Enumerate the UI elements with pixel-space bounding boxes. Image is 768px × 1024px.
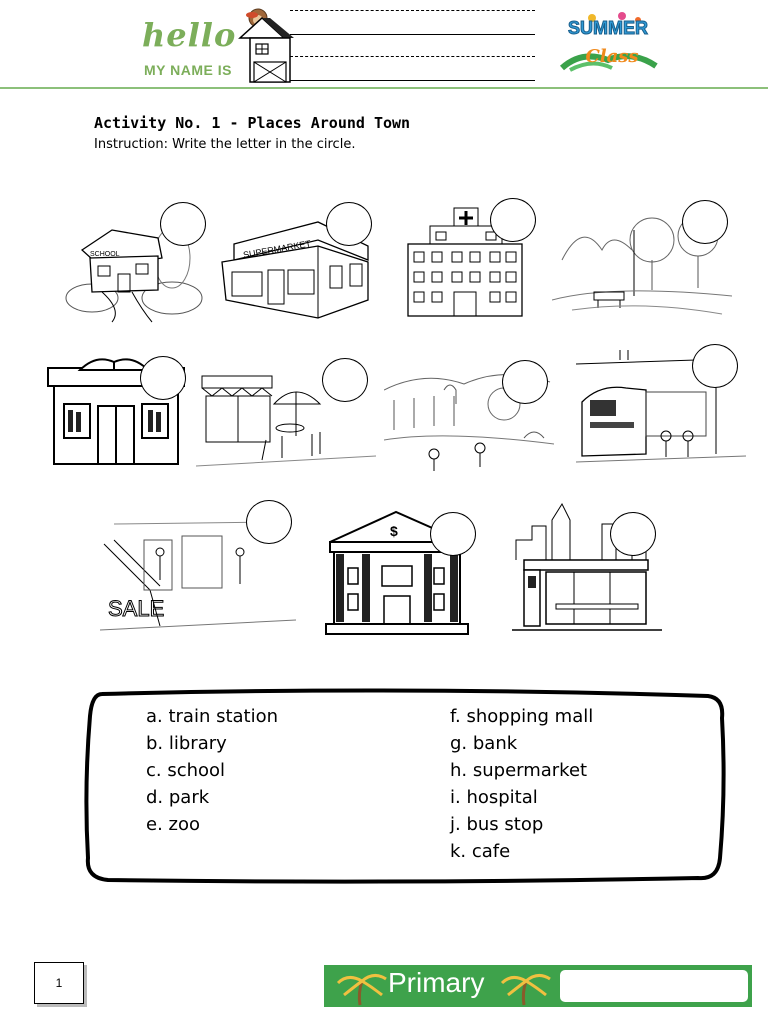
my-name-is-text: MY NAME IS bbox=[144, 62, 232, 78]
answer-circle-school[interactable] bbox=[160, 202, 206, 246]
answer-circle-park[interactable] bbox=[682, 200, 728, 244]
zoo-picture bbox=[384, 360, 554, 476]
answer-circle-cafe[interactable] bbox=[322, 358, 368, 402]
header-divider bbox=[0, 87, 768, 89]
banner-blank-field[interactable] bbox=[560, 970, 748, 1002]
sale-sign: SALE bbox=[108, 596, 165, 621]
choices-box bbox=[84, 688, 726, 886]
choice-i: i. hospital bbox=[450, 787, 538, 808]
answer-circle-train-station[interactable] bbox=[692, 344, 738, 388]
answer-circle-zoo[interactable] bbox=[502, 360, 548, 404]
shopping-mall-picture bbox=[100, 500, 296, 634]
summer-class-logo bbox=[552, 10, 664, 78]
hello-my-name-is-badge bbox=[142, 12, 237, 84]
class-text: Class bbox=[585, 46, 639, 67]
answer-circle-library[interactable] bbox=[140, 356, 186, 400]
bank-dollar-sign: $ bbox=[390, 523, 398, 539]
choice-j: j. bus stop bbox=[450, 814, 544, 835]
primary-banner bbox=[324, 965, 752, 1007]
school-picture bbox=[62, 198, 212, 324]
choice-b: b. library bbox=[146, 733, 227, 754]
bus-stop-picture bbox=[512, 500, 662, 640]
summer-text: SUMMER bbox=[568, 18, 648, 38]
svg-text:SUPERMARKET: SUPERMARKET bbox=[242, 238, 312, 261]
answer-circle-bank[interactable] bbox=[430, 512, 476, 556]
bank-picture bbox=[320, 504, 480, 638]
choice-k: k. cafe bbox=[450, 841, 511, 862]
activity-title: Activity No. 1 - Places Around Town bbox=[94, 114, 411, 132]
instruction-text: Instruction: Write the letter in the circle. bbox=[94, 137, 356, 152]
choice-a: a. train station bbox=[146, 706, 279, 727]
primary-label: Primary bbox=[388, 967, 485, 998]
choice-f: f. shopping mall bbox=[450, 706, 594, 727]
train-station-picture bbox=[576, 344, 746, 468]
choice-e: e. zoo bbox=[146, 814, 200, 835]
hello-text: hello bbox=[142, 16, 237, 54]
house-icon bbox=[236, 4, 296, 84]
answer-circle-bus-stop[interactable] bbox=[610, 512, 656, 556]
choice-c: c. school bbox=[146, 760, 226, 781]
choice-d: d. park bbox=[146, 787, 210, 808]
answer-circle-shopping-mall[interactable] bbox=[246, 500, 292, 544]
supermarket-picture bbox=[218, 200, 378, 320]
park-picture bbox=[552, 200, 732, 322]
page-number: 1 bbox=[34, 962, 84, 1004]
answer-circle-supermarket[interactable] bbox=[326, 202, 372, 246]
choice-g: g. bank bbox=[450, 733, 518, 754]
library-picture bbox=[40, 340, 194, 474]
cafe-picture bbox=[196, 356, 376, 478]
hospital-picture bbox=[400, 196, 540, 320]
answer-circle-hospital[interactable] bbox=[490, 198, 536, 242]
school-sign: SCHOOL bbox=[90, 251, 120, 258]
choice-h: h. supermarket bbox=[450, 760, 588, 781]
name-writing-lines bbox=[290, 10, 535, 82]
